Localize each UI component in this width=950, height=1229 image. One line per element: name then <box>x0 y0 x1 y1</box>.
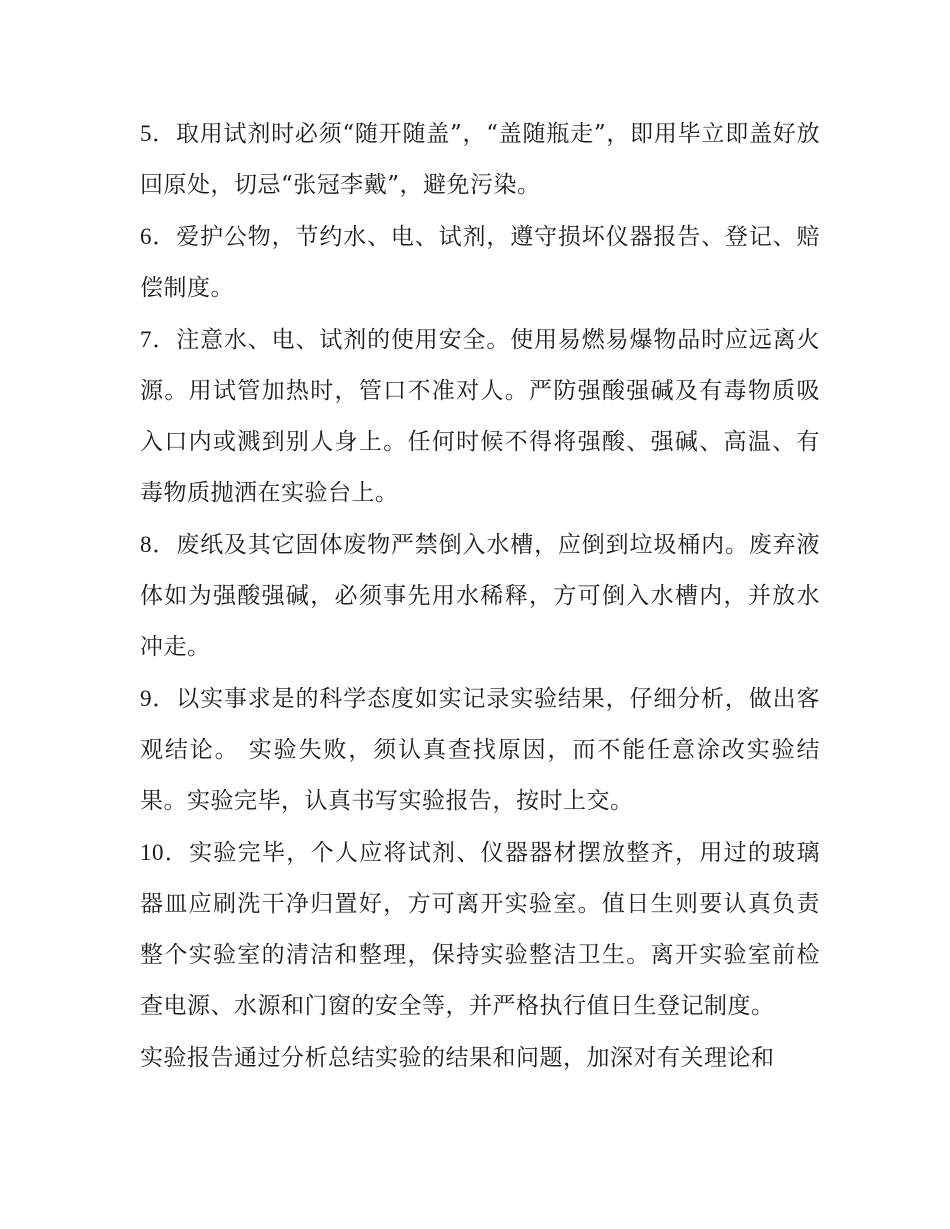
paragraph-rule-5 <box>140 108 820 211</box>
paragraph-rule-6 <box>140 211 820 314</box>
rule-number: 6． <box>140 224 177 249</box>
rule-number: 9． <box>140 686 177 711</box>
rule-text: 以实事求是的科学态度如实记录实验结果，仔细分析，做出客观结论。 实验失败，须认真查找原因，而不能任意涂改实验结果。实验完毕，认真书写实验报告，按时上交。 <box>140 686 821 814</box>
rule-number: 7． <box>140 327 177 352</box>
rule-text: 取用试剂时必须“随开随盖”，“盖随瓶走”，即用毕立即盖好放回原处，切忌“张冠李戴”，避免污染。 <box>140 121 820 198</box>
rule-text: 注意水、电、试剂的使用安全。使用易燃易爆物品时应远离火源。用试管加热时，管口不准对人。严防强酸强碱及有毒物质吸入口内或溅到别人身上。任何时候不得将强酸、强碱、高温、有毒物质抛洒在实验台上。 <box>140 327 821 506</box>
rule-text: 爱护公物，节约水、电、试剂，遵守损坏仪器报告、登记、赔偿制度。 <box>140 224 821 301</box>
document-body <box>140 108 820 1084</box>
paragraph-rule-10 <box>140 827 820 1032</box>
paragraph-rule-7 <box>140 314 820 519</box>
rule-text: 实验完毕，个人应将试剂、仪器器材摆放整齐，用过的玻璃器皿应刷洗干净归置好，方可离开实验室。值日生则要认真负责整个实验室的清洁和整理，保持实验整洁卫生。离开实验室前检查电源、水源和门窗的安全等，并严格执行值日生登记制度。 <box>140 840 821 1019</box>
rule-text: 废纸及其它固体废物严禁倒入水槽，应倒到垃圾桶内。废弃液体如为强酸强碱，必须事先用水稀释，方可倒入水槽内，并放水冲走。 <box>140 532 821 660</box>
paragraph-report-intro <box>140 1032 820 1084</box>
report-intro-text: 实验报告通过分析总结实验的结果和问题，加深对有关理论和 <box>140 1045 775 1071</box>
rule-number: 10． <box>140 840 190 865</box>
rule-number: 8． <box>140 532 177 557</box>
rule-number: 5． <box>140 121 177 146</box>
paragraph-rule-9 <box>140 673 820 827</box>
paragraph-rule-8 <box>140 519 820 673</box>
